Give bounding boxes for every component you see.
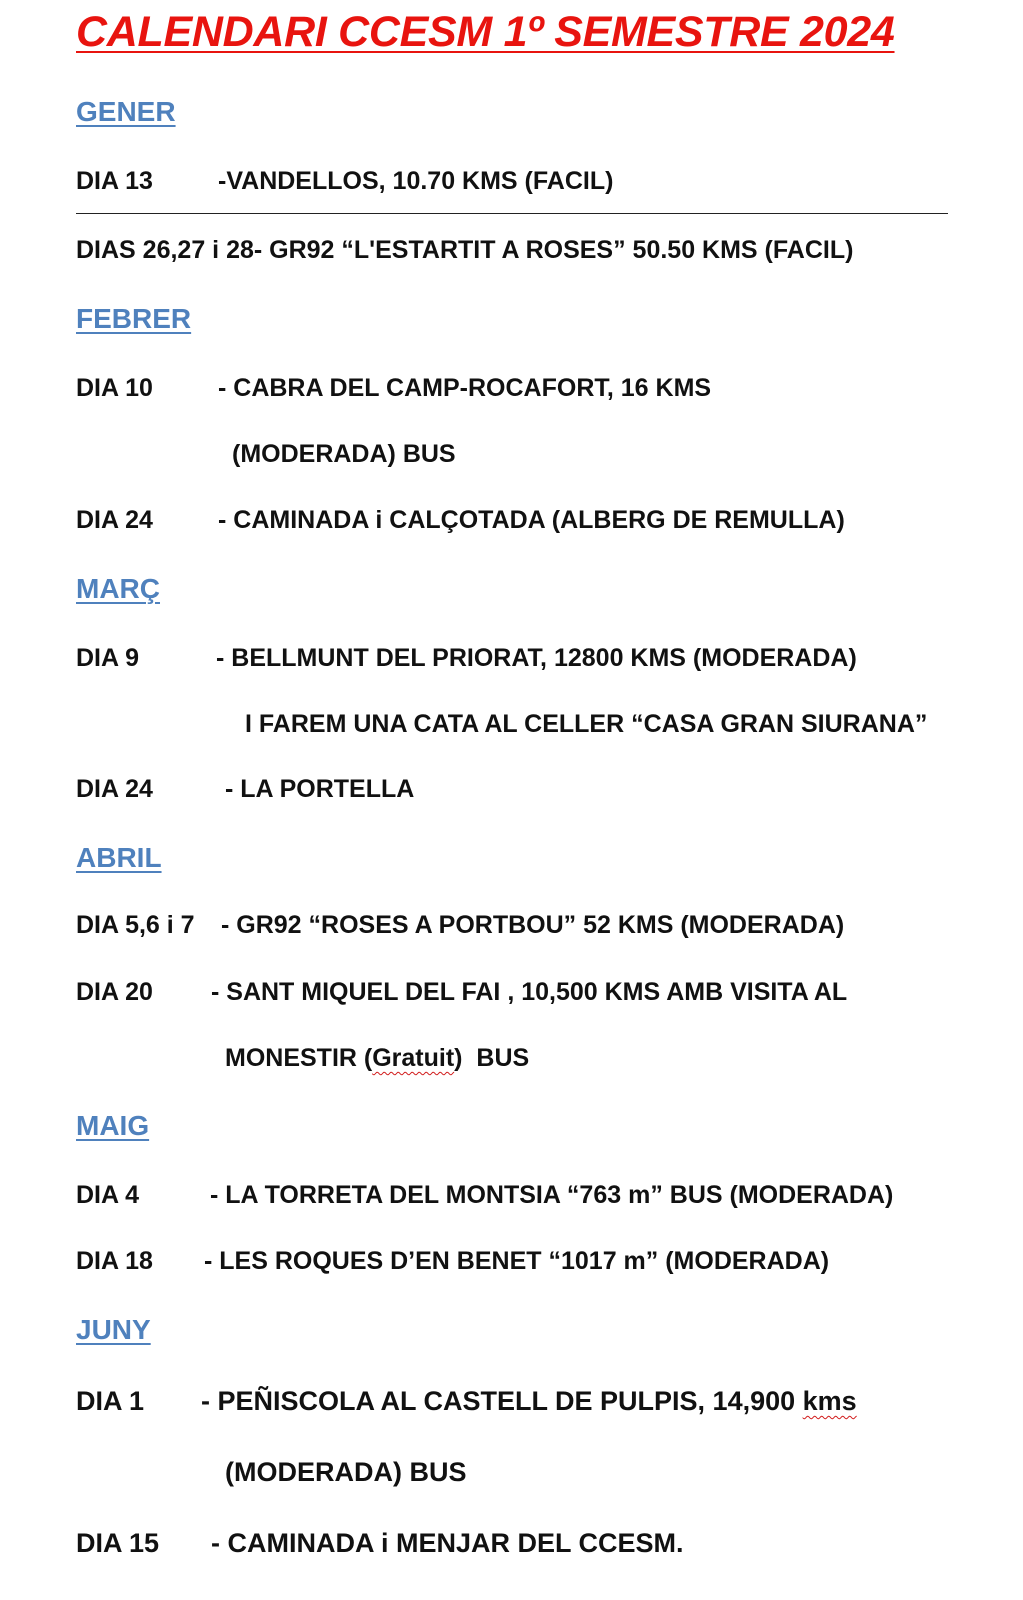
event-day: DIA 4 [76,1181,139,1209]
event-description: - LES ROQUES D’EN BENET “1017 m” (MODERADA) [204,1247,830,1275]
month-heading-marc: MARÇ [76,573,160,604]
text-segment: - PEÑISCOLA AL CASTELL DE PULPIS, 14,900 [201,1386,803,1416]
event-description: -VANDELLOS, 10.70 KMS (FACIL) [218,167,614,195]
event-description [201,1386,857,1417]
event-day: DIA 1 [76,1386,145,1416]
month-heading-juny: JUNY [76,1314,151,1345]
document-title: CALENDARI CCESM 1º SEMESTRE 2024 [76,8,895,56]
event-description-continued: I FAREM UNA CATA AL CELLER “CASA GRAN SIURANA” [245,710,928,738]
month-heading-febrer: FEBRER [76,303,192,334]
event-description: - CAMINADA i MENJAR DEL CCESM. [211,1528,684,1558]
month-heading-gener: GENER [76,96,176,127]
event-description-continued [225,1044,529,1073]
event-description: - CABRA DEL CAMP-ROCAFORT, 16 KMS [218,374,712,402]
text-segment: MONESTIR ( [225,1044,373,1072]
event-description: - LA PORTELLA [225,775,415,803]
event-description-continued: (MODERADA) BUS [232,440,456,468]
event-day: DIA 13 [76,167,153,195]
event-day: DIA 15 [76,1528,160,1558]
event-day: DIA 24 [76,506,153,534]
month-heading-maig: MAIG [76,1110,150,1141]
event-day: DIA 9 [76,644,139,672]
spellcheck-word: Gratuit [372,1044,455,1072]
month-heading-abril: ABRIL [76,842,162,873]
event-line: DIAS 26,27 i 28- GR92 “L'ESTARTIT A ROSES” 50.50 KMS (FACIL) [76,236,854,264]
event-description: - GR92 “ROSES A PORTBOU” 52 KMS (MODERADA) [221,911,845,939]
horizontal-rule [76,213,948,214]
event-day: DIA 5,6 i 7 [76,911,195,939]
event-description: - BELLMUNT DEL PRIORAT, 12800 KMS (MODERADA) [216,644,857,672]
event-description-continued: (MODERADA) BUS [225,1457,467,1487]
event-day: DIA 10 [76,374,153,402]
event-description: - CAMINADA i CALÇOTADA (ALBERG DE REMULLA) [218,506,845,534]
event-description: - SANT MIQUEL DEL FAI , 10,500 KMS AMB VISITA AL [211,978,848,1006]
event-description: - LA TORRETA DEL MONTSIA “763 m” BUS (MODERADA) [210,1181,894,1209]
event-day: DIA 20 [76,978,153,1006]
spellcheck-word: kms [802,1386,857,1416]
text-segment: ) BUS [454,1044,530,1072]
event-day: DIA 18 [76,1247,153,1275]
event-day: DIA 24 [76,775,153,803]
